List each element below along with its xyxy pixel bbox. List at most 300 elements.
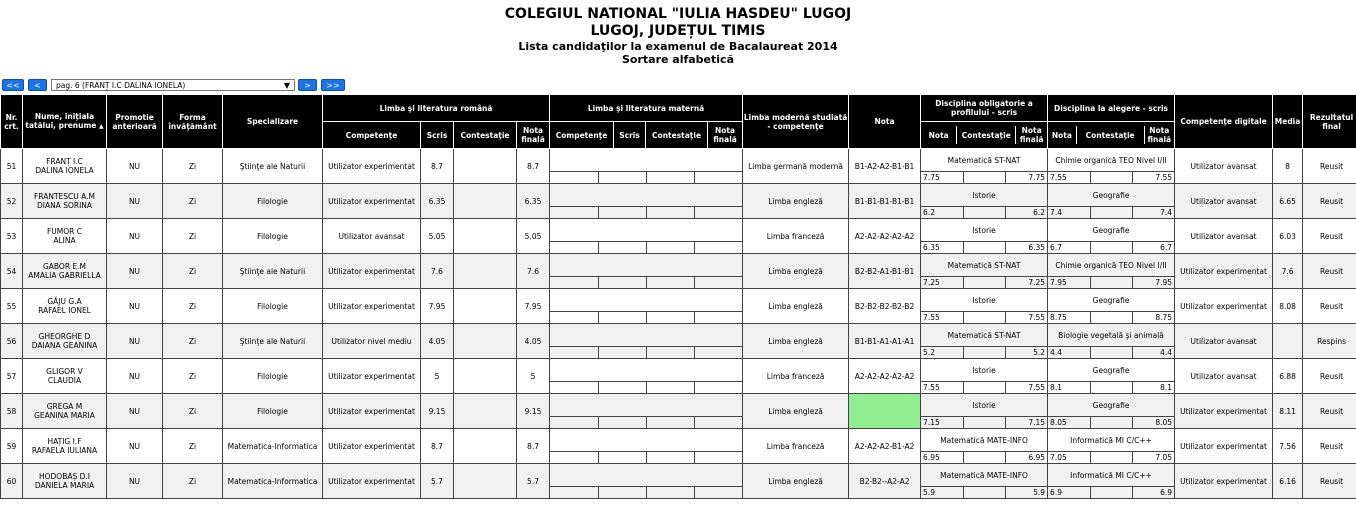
cell-media: 7.6 (1273, 254, 1303, 289)
cell-nr: 58 (1, 394, 23, 429)
cell-nr: 60 (1, 464, 23, 499)
col-rom-competente: Competenţe (323, 122, 421, 149)
cell-lmat (550, 289, 743, 324)
col-mat-competente: Competenţe (550, 122, 614, 149)
cell-disc-ale (1048, 149, 1175, 184)
cell-ale-contestatie (1090, 312, 1132, 324)
cell-lmat (550, 464, 743, 499)
cell-ale-name: Geografie (1048, 289, 1174, 312)
table-row (1, 149, 1356, 184)
cell-ale-nota-finala: 8.05 (1132, 417, 1174, 429)
cell-comp-dig: Utilizator avansat (1175, 359, 1273, 394)
cell-obl-nota-finala: 7.15 (1005, 417, 1047, 429)
col-ale-nota-finala: Nota finală (1147, 126, 1172, 144)
cell-rom-competente: Utilizator experimentat (323, 149, 421, 184)
cell-nr: 52 (1, 184, 23, 219)
cell-obl-nota: 6.2 (921, 207, 963, 219)
cell-forma: Zi (163, 289, 223, 324)
col-ale-nota: Nota (1048, 126, 1076, 144)
cell-obl-name: Matematică MATE-INFO (921, 429, 1047, 452)
cell-rom-scris: 6.35 (421, 184, 454, 219)
cell-rom-nota-finala: 7.95 (517, 289, 550, 324)
cell-lmod: Limba franceză (743, 219, 849, 254)
cell-obl-contestatie (963, 452, 1005, 464)
cell-specializare: Filologie (223, 289, 323, 324)
prev-page-button[interactable]: < (28, 79, 47, 91)
cell-disc-obl (921, 184, 1048, 219)
cell-ale-nota: 7.05 (1048, 452, 1090, 464)
cell-obl-name: Matematică MATE-INFO (921, 464, 1047, 487)
cell-promotie: NU (107, 429, 163, 464)
cell-forma: Zi (163, 219, 223, 254)
col-promotie: Promotie anterioară (107, 95, 163, 149)
cell-promotie: NU (107, 289, 163, 324)
cell-name (23, 289, 107, 324)
cell-lmat (550, 254, 743, 289)
cell-media (1273, 324, 1303, 359)
cell-name-line1: GLIGOR V (46, 367, 83, 376)
cell-rom-nota-finala: 9.15 (517, 394, 550, 429)
page-select[interactable] (51, 79, 295, 91)
cell-lmod: Limba franceză (743, 429, 849, 464)
cell-nr: 57 (1, 359, 23, 394)
cell-name-line1: GABOR E.M (42, 262, 87, 271)
cell-obl-nota-finala: 7.25 (1005, 277, 1047, 289)
col-rom-scris: Scris (421, 122, 454, 149)
cell-rom-scris: 8.7 (421, 429, 454, 464)
cell-ale-contestatie (1090, 277, 1132, 289)
cell-lmat (550, 184, 743, 219)
cell-ale-contestatie (1090, 207, 1132, 219)
cell-rom-competente: Utilizator experimentat (323, 184, 421, 219)
cell-obl-nota: 7.15 (921, 417, 963, 429)
cell-nr: 51 (1, 149, 23, 184)
cell-specializare: Ştiinţe ale Naturii (223, 324, 323, 359)
cell-obl-name: Istorie (921, 184, 1047, 207)
cell-rom-scris: 5 (421, 359, 454, 394)
cell-specializare: Matematica-Informatica (223, 464, 323, 499)
cell-ale-name: Geografie (1048, 394, 1174, 417)
col-nr: Nr. crt. (1, 95, 23, 149)
cell-promotie: NU (107, 324, 163, 359)
cell-name (23, 324, 107, 359)
cell-obl-contestatie (963, 382, 1005, 394)
cell-nota: A2-A2-A2-A2-A2 (849, 359, 921, 394)
cell-rom-scris: 8.7 (421, 149, 454, 184)
table-row (1, 219, 1356, 254)
cell-name-line2: ALINA (53, 236, 76, 245)
cell-rom-scris: 5.05 (421, 219, 454, 254)
cell-rom-nota-finala: 5.05 (517, 219, 550, 254)
cell-media: 8.08 (1273, 289, 1303, 324)
cell-name-line1: GĂJU G.A (47, 297, 82, 306)
col-mat-scris: Scris (614, 122, 646, 149)
cell-rom-contestatie (454, 359, 517, 394)
cell-rom-competente: Utilizator experimentat (323, 429, 421, 464)
chevron-down-icon: ▼ (283, 81, 290, 90)
cell-rom-competente: Utilizator experimentat (323, 359, 421, 394)
cell-ale-name: Chimie organică TEO Nivel I/II (1048, 254, 1174, 277)
cell-rom-nota-finala: 7.6 (517, 254, 550, 289)
cell-nota: A2-A2-A2-B1-A2 (849, 429, 921, 464)
cell-ale-name: Informatică MI C/C++ (1048, 429, 1174, 452)
table-row (1, 254, 1356, 289)
cell-comp-dig: Utilizator experimentat (1175, 254, 1273, 289)
cell-obl-nota: 7.55 (921, 382, 963, 394)
cell-disc-ale (1048, 394, 1175, 429)
school-location: LUGOJ, JUDEȚUL TIMIS (590, 23, 766, 39)
cell-rom-nota-finala: 8.7 (517, 429, 550, 464)
cell-forma: Zi (163, 149, 223, 184)
col-mat-nota-finala: Nota finală (708, 122, 743, 149)
cell-comp-dig: Utilizator experimentat (1175, 289, 1273, 324)
cell-obl-name: Matematică ST-NAT (921, 254, 1047, 277)
cell-disc-ale (1048, 219, 1175, 254)
cell-forma: Zi (163, 254, 223, 289)
cell-nr: 59 (1, 429, 23, 464)
cell-obl-nota: 5.2 (921, 347, 963, 359)
cell-obl-contestatie (963, 312, 1005, 324)
cell-name (23, 429, 107, 464)
col-rezultat: Rezultatul final (1303, 95, 1356, 149)
col-ale-sub (1048, 122, 1175, 149)
cell-rezultat: Reusit (1303, 429, 1356, 464)
cell-disc-ale (1048, 289, 1175, 324)
cell-rom-scris: 7.95 (421, 289, 454, 324)
cell-ale-nota: 6.7 (1048, 242, 1090, 254)
cell-rezultat: Reusit (1303, 464, 1356, 499)
cell-obl-contestatie (963, 277, 1005, 289)
cell-lmod: Limba engleză (743, 394, 849, 429)
cell-rom-nota-finala: 8.7 (517, 149, 550, 184)
cell-comp-dig: Utilizator avansat (1175, 324, 1273, 359)
cell-name (23, 149, 107, 184)
cell-rom-contestatie (454, 394, 517, 429)
cell-lmat (550, 429, 743, 464)
cell-nota: B1-B1-A1-A1-A1 (849, 324, 921, 359)
cell-disc-obl (921, 149, 1048, 184)
cell-obl-nota-finala: 7.55 (1005, 312, 1047, 324)
cell-specializare: Filologie (223, 394, 323, 429)
col-lmat: Limba şi literatura maternă (550, 95, 743, 122)
next-page-button[interactable]: > (298, 79, 317, 91)
cell-promotie: NU (107, 254, 163, 289)
cell-ale-contestatie (1090, 417, 1132, 429)
cell-lmod: Limba engleză (743, 464, 849, 499)
cell-obl-nota: 5.9 (921, 487, 963, 499)
cell-rom-nota-finala: 6.35 (517, 184, 550, 219)
cell-rezultat: Reusit (1303, 289, 1356, 324)
cell-obl-name: Istorie (921, 289, 1047, 312)
page-select-value: pag. 6 (FRANȚ I.C DALINA IONELA) (56, 81, 186, 90)
cell-ale-nota-finala: 7.05 (1132, 452, 1174, 464)
cell-forma: Zi (163, 324, 223, 359)
cell-name-line2: RAFAELA IULIANA (31, 446, 98, 455)
cell-nr: 55 (1, 289, 23, 324)
cell-ale-nota: 4.4 (1048, 347, 1090, 359)
cell-comp-dig: Utilizator experimentat (1175, 429, 1273, 464)
cell-ale-nota: 7.95 (1048, 277, 1090, 289)
cell-lmat (550, 324, 743, 359)
cell-obl-nota-finala: 6.95 (1005, 452, 1047, 464)
cell-nota (849, 394, 921, 429)
cell-obl-name: Istorie (921, 359, 1047, 382)
cell-media: 7.56 (1273, 429, 1303, 464)
cell-ale-nota-finala: 7.4 (1132, 207, 1174, 219)
cell-promotie: NU (107, 359, 163, 394)
cell-rom-nota-finala: 5.7 (517, 464, 550, 499)
cell-rezultat: Reusit (1303, 394, 1356, 429)
cell-media: 6.65 (1273, 184, 1303, 219)
table-row (1, 324, 1356, 359)
school-title: COLEGIUL NATIONAL "IULIA HASDEU" LUGOJ (504, 6, 852, 22)
cell-rom-scris: 7.6 (421, 254, 454, 289)
cell-disc-obl (921, 464, 1048, 499)
cell-obl-contestatie (963, 242, 1005, 254)
sort-label: Sortare alfabetică (621, 53, 734, 66)
cell-promotie: NU (107, 394, 163, 429)
cell-forma: Zi (163, 464, 223, 499)
col-nota: Nota (849, 95, 921, 149)
table-row (1, 394, 1356, 429)
cell-media: 6.88 (1273, 359, 1303, 394)
cell-rezultat: Reusit (1303, 149, 1356, 184)
cell-name (23, 254, 107, 289)
cell-disc-ale (1048, 324, 1175, 359)
cell-rom-contestatie (454, 149, 517, 184)
cell-ale-nota: 8.75 (1048, 312, 1090, 324)
cell-rom-scris: 5.7 (421, 464, 454, 499)
cell-rom-competente: Utilizator experimentat (323, 464, 421, 499)
cell-name-line2: RAFAEL IONEL (38, 306, 91, 315)
cell-ale-nota: 8.05 (1048, 417, 1090, 429)
last-page-button[interactable]: >> (321, 79, 345, 91)
cell-ale-nota-finala: 8.75 (1132, 312, 1174, 324)
cell-rom-competente: Utilizator experimentat (323, 289, 421, 324)
cell-name-line1: GHEORGHE D (38, 332, 91, 341)
cell-ale-contestatie (1090, 347, 1132, 359)
cell-rom-contestatie (454, 184, 517, 219)
cell-disc-ale (1048, 464, 1175, 499)
cell-rom-competente: Utilizator avansat (323, 219, 421, 254)
cell-ale-nota-finala: 7.95 (1132, 277, 1174, 289)
cell-rom-contestatie (454, 254, 517, 289)
cell-obl-name: Istorie (921, 394, 1047, 417)
cell-ale-contestatie (1090, 382, 1132, 394)
cell-obl-contestatie (963, 207, 1005, 219)
cell-disc-obl (921, 289, 1048, 324)
col-media: Media (1273, 95, 1303, 149)
cell-disc-ale (1048, 359, 1175, 394)
cell-name-line2: DALINA IONELA (35, 166, 94, 175)
cell-ale-contestatie (1090, 242, 1132, 254)
cell-nota: B2-B2-B2-B2-B2 (849, 289, 921, 324)
cell-media: 6.03 (1273, 219, 1303, 254)
cell-ale-nota-finala: 7.55 (1132, 172, 1174, 184)
cell-media: 6.16 (1273, 464, 1303, 499)
table-row (1, 359, 1356, 394)
table-row (1, 289, 1356, 324)
cell-name-line2: GEANINA MARIA (34, 411, 95, 420)
cell-disc-obl (921, 359, 1048, 394)
cell-nr: 54 (1, 254, 23, 289)
cell-comp-dig: Utilizator avansat (1175, 184, 1273, 219)
cell-rom-competente: Utilizator experimentat (323, 394, 421, 429)
col-rom-contestatie: Contestaţie (454, 122, 517, 149)
cell-specializare: Ştiinţe ale Naturii (223, 254, 323, 289)
cell-obl-contestatie (963, 417, 1005, 429)
cell-lmod: Limba engleză (743, 289, 849, 324)
cell-rezultat: Reusit (1303, 219, 1356, 254)
cell-rezultat: Reusit (1303, 184, 1356, 219)
col-lrom: Limba şi literatura română (323, 95, 550, 122)
cell-obl-nota-finala: 7.55 (1005, 382, 1047, 394)
cell-promotie: NU (107, 184, 163, 219)
cell-obl-nota: 7.75 (921, 172, 963, 184)
cell-disc-obl (921, 394, 1048, 429)
cell-disc-ale (1048, 184, 1175, 219)
col-obl-contestatie: Contestaţie (957, 126, 1016, 144)
cell-lmat (550, 359, 743, 394)
col-ale-contestatie: Contestaţie (1076, 126, 1144, 144)
cell-obl-nota-finala: 6.35 (1005, 242, 1047, 254)
cell-rom-scris: 4.05 (421, 324, 454, 359)
table-row (1, 184, 1356, 219)
cell-comp-dig: Utilizator avansat (1175, 219, 1273, 254)
cell-lmod: Limba engleză (743, 184, 849, 219)
cell-media: 8 (1273, 149, 1303, 184)
cell-lmat (550, 219, 743, 254)
cell-obl-nota: 7.25 (921, 277, 963, 289)
cell-specializare: Filologie (223, 359, 323, 394)
col-comp-dig: Competenţe digitale (1175, 95, 1273, 149)
cell-disc-obl (921, 429, 1048, 464)
cell-ale-nota: 7.4 (1048, 207, 1090, 219)
col-obl-sub (921, 122, 1048, 149)
cell-lmat (550, 394, 743, 429)
cell-nota: B2-B2--A2-A2 (849, 464, 921, 499)
col-rom-nota-finala: Nota finală (517, 122, 550, 149)
cell-ale-nota: 6.9 (1048, 487, 1090, 499)
cell-obl-contestatie (963, 172, 1005, 184)
cell-specializare: Ştiinţe ale Naturii (223, 149, 323, 184)
cell-ale-nota-finala: 4.4 (1132, 347, 1174, 359)
cell-obl-name: Istorie (921, 219, 1047, 242)
cell-name (23, 359, 107, 394)
cell-ale-name: Geografie (1048, 359, 1174, 382)
cell-rezultat: Respins (1303, 324, 1356, 359)
col-obl-nota-finala: Nota finală (1019, 126, 1044, 144)
cell-nota: B2-B2-A1-B1-B1 (849, 254, 921, 289)
cell-disc-obl (921, 219, 1048, 254)
cell-name-line1: FRANTESCU A.M (33, 192, 95, 201)
cell-name (23, 394, 107, 429)
list-title: Lista candidaţilor la examenul de Bacalaureat 2014 (518, 40, 838, 53)
cell-comp-dig: Utilizator avansat (1175, 149, 1273, 184)
cell-lmod: Limba engleză (743, 254, 849, 289)
cell-ale-contestatie (1090, 452, 1132, 464)
cell-rom-scris: 9.15 (421, 394, 454, 429)
cell-nr: 56 (1, 324, 23, 359)
col-name[interactable]: Nume, iniţiala tatălui, prenume ▲ (23, 95, 107, 149)
cell-obl-nota-finala: 6.2 (1005, 207, 1047, 219)
cell-lmat (550, 149, 743, 184)
cell-forma: Zi (163, 359, 223, 394)
cell-name (23, 219, 107, 254)
cell-disc-ale (1048, 254, 1175, 289)
cell-lmod: Limba engleză (743, 324, 849, 359)
col-specializare: Specializare (223, 95, 323, 149)
cell-obl-nota-finala: 7.75 (1005, 172, 1047, 184)
cell-obl-contestatie (963, 487, 1005, 499)
cell-rom-competente: Utilizator nivel mediu (323, 324, 421, 359)
table-row (1, 429, 1356, 464)
cell-name-line2: DAIANA GEANINA (31, 341, 98, 350)
cell-obl-nota: 6.95 (921, 452, 963, 464)
cell-rom-contestatie (454, 324, 517, 359)
col-disc-obl: Disciplina obligatorie a profilului - scris (921, 95, 1048, 122)
cell-rom-contestatie (454, 429, 517, 464)
cell-nota: A2-A2-A2-A2-A2 (849, 219, 921, 254)
col-forma: Forma învăţământ (163, 95, 223, 149)
cell-name-line1: GREGA M (46, 402, 83, 411)
cell-name-line2: AMALIA GABRIELLA (28, 271, 101, 280)
first-page-button[interactable]: << (2, 79, 24, 91)
cell-ale-name: Informatică MI C/C++ (1048, 464, 1174, 487)
cell-comp-dig: Utilizator experimentat (1175, 394, 1273, 429)
cell-obl-contestatie (963, 347, 1005, 359)
cell-rom-nota-finala: 4.05 (517, 324, 550, 359)
cell-specializare: Filologie (223, 184, 323, 219)
cell-obl-nota: 6.35 (921, 242, 963, 254)
cell-nota: B1-B1-B1-B1-B1 (849, 184, 921, 219)
cell-comp-dig: Utilizator experimentat (1175, 464, 1273, 499)
cell-ale-nota: 8.1 (1048, 382, 1090, 394)
cell-rom-contestatie (454, 289, 517, 324)
cell-rom-competente: Utilizator experimentat (323, 254, 421, 289)
cell-forma: Zi (163, 184, 223, 219)
cell-ale-nota-finala: 6.7 (1132, 242, 1174, 254)
cell-obl-nota-finala: 5.9 (1005, 487, 1047, 499)
cell-rom-contestatie (454, 219, 517, 254)
col-obl-nota: Nota (921, 126, 957, 144)
cell-name (23, 464, 107, 499)
cell-name-line2: DANIELA MARIA (34, 481, 95, 490)
cell-name-line2: CLAUDIA (47, 376, 82, 385)
cell-nota: B1-A2-A2-B1-B1 (849, 149, 921, 184)
candidates-table (0, 94, 1356, 499)
cell-ale-nota-finala: 6.9 (1132, 487, 1174, 499)
cell-name-line1: FRANȚ I.C (46, 157, 83, 166)
cell-name-line1: HAȚIG I.F (47, 437, 82, 446)
cell-obl-nota: 7.55 (921, 312, 963, 324)
cell-ale-nota: 7.55 (1048, 172, 1090, 184)
cell-name (23, 184, 107, 219)
col-mat-contestatie: Contestaţie (646, 122, 708, 149)
cell-disc-obl (921, 254, 1048, 289)
cell-ale-contestatie (1090, 487, 1132, 499)
cell-promotie: NU (107, 149, 163, 184)
cell-promotie: NU (107, 464, 163, 499)
cell-lmod: Limba franceză (743, 359, 849, 394)
cell-forma: Zi (163, 394, 223, 429)
cell-promotie: NU (107, 219, 163, 254)
cell-lmod: Limba germană modernă (743, 149, 849, 184)
cell-ale-name: Biologie vegetală şi animală (1048, 324, 1174, 347)
cell-name-line1: FUMOR C (46, 227, 82, 236)
cell-disc-ale (1048, 429, 1175, 464)
cell-specializare: Filologie (223, 219, 323, 254)
